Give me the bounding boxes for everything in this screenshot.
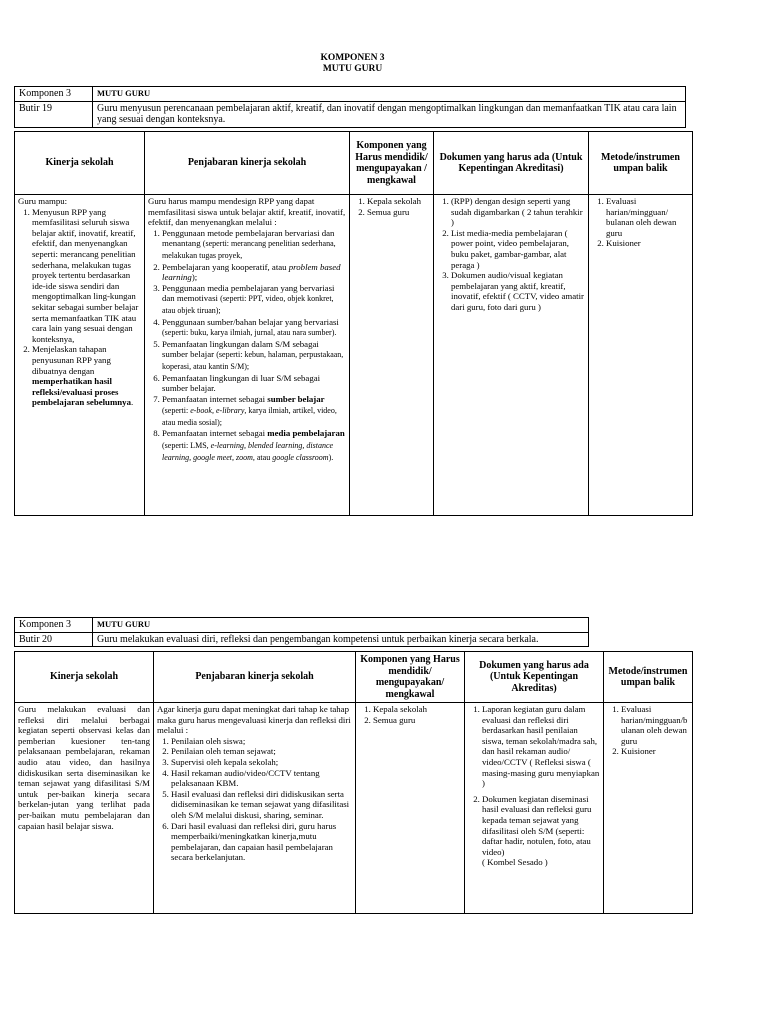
table-header-row	[15, 652, 693, 703]
butir-19-main-table	[14, 131, 693, 516]
title-line-2: MUTU GURU	[322, 64, 383, 74]
dokumen-item: 1. (RPP) dengan design seperti yang sudah digambarkan ( 2 tahun terahkir )	[451, 196, 585, 228]
komponen-item: 1. Kepala sekolah	[367, 196, 430, 207]
komponen-item: 1. Kepala sekolah	[373, 704, 461, 715]
penjabaran-item: 6. Dari hasil evaluasi dan refleksi diri, guru harus memperbaiki/meningkatkan kinerja,mutu pembelajaran, dan capaian hasil pembelajaran secara berkelanjutan.	[171, 821, 352, 863]
col-penjabaran: Penjabaran kinerja sekolah	[145, 132, 350, 195]
butir-description: Guru melakukan evaluasi diri, refleksi dan pengembangan kompetensi untuk perbaikan kinerja secara berkala.	[93, 632, 589, 647]
penjabaran-item: 5. Pemanfaatan lingkungan dalam S/M sebagai sumber belajar (seperti: kebun, halaman, perpustakaan, koperasi, atau kantin S/M);	[162, 339, 346, 373]
komponen-value: MUTU GURU	[93, 87, 686, 102]
komponen-label: Komponen 3	[15, 618, 93, 633]
metode-item: 2. Kuisioner	[606, 238, 689, 249]
butir-label: Butir 19	[15, 101, 93, 127]
table-row	[15, 703, 693, 914]
penjabaran-intro: Agar kinerja guru dapat meningkat dari tahap ke tahap maka guru harus mengevaluasi kinerja dan refleksi diri melalui :	[157, 704, 351, 736]
penjabaran-item: 4. Hasil rekaman audio/video/CCTV tentang pelaksanaan KBM.	[171, 768, 352, 789]
dokumen-item: 2. Dokumen kegiatan diseminasi hasil evaluasi dan refleksi guru kepada teman sejawat yang difasilitasi oleh S/M (seperti: daftar hadir, notulen, foto, atau video)	[482, 794, 600, 858]
metode-cell	[589, 195, 693, 516]
kinerja-intro: Guru mampu:	[18, 196, 68, 206]
dokumen-item: 2. List media-media pembelajaran ( power point, video pembelajaran, buku paket, gambar-gambar, alat peraga )	[451, 228, 585, 270]
komponen-value: MUTU GURU	[93, 618, 589, 633]
metode-item: 1. Evaluasi harian/mingguan/ bulanan oleh dewan guru	[606, 196, 689, 238]
kinerja-text: Guru melakukan evaluasi dan refleksi diri melalui berbagai kegiatan seperti observasi kelas dan pemberian kuesioner ten-tang pelaksanaan pembelajaran, rekaman audio atau video, dan hasilnya didiskusikan serta diseminasikan ke teman sejawat yang difasilitasi S/M untuk per-baikan kinerja secara berkelan-jutan yang terlihat pada per-baikan mutu pembelajaran dan capaian hasil belajar siswa.	[18, 704, 150, 831]
penjabaran-item: 7. Pemanfaatan internet sebagai sumber belajar (seperti: e-book, e-library, karya ilmiah, artikel, video, atau media sosial);	[162, 394, 346, 429]
penjabaran-item: 2. Penilaian oleh teman sejawat;	[171, 746, 352, 757]
table-header-row	[15, 132, 693, 195]
col-komponen: Komponen yang Harus mendidik/ mengupayakan / mengkawal	[350, 132, 434, 195]
dokumen-item: 1. Laporan kegiatan guru dalam evaluasi dan refleksi diri berdasarkan hasil penilaian siswa, teman sekolah/madra sah, dan hasil rekaman audio/ video/CCTV ( Refleksi siswa ( masing-masing guru menyiapkan )	[482, 704, 600, 789]
komponen-item: 2. Semua guru	[367, 207, 430, 218]
col-metode: Metode/instrumen umpan balik	[604, 652, 693, 703]
komponen-label: Komponen 3	[15, 87, 93, 102]
penjabaran-item: 3. Penggunaan media pembelajaran yang bervariasi dan memotivasi (seperti: PPT, video, objek konkret, atau objek tiruan);	[162, 283, 346, 317]
kinerja-item-1: 1. Menyusun RPP yang memfasilitasi seluruh siswa belajar aktif, inovatif, kreatif, efektif, dan menyenangkan seperti: merancang penelitian sederhana, melakukan tugas proyek tertentu berdasarkan ide-ide siswa sendiri dan mengoptimalkan ling-kungan sekitar sebagai sumber belajar serta memanfaatkan TIK atau cara lain yang sesuai dengan konteksnya,	[32, 207, 141, 345]
butir-label: Butir 20	[15, 632, 93, 647]
metode-item: 2. Kuisioner	[621, 746, 689, 757]
kinerja-cell	[15, 703, 154, 914]
kinerja-cell	[15, 195, 145, 516]
metode-cell	[604, 703, 693, 914]
butir-description: Guru menyusun perencanaan pembelajaran aktif, kreatif, dan inovatif dengan mengoptimalkan lingkungan dan memanfaatkan TIK atau cara lain yang sesuai dengan konteksnya.	[93, 101, 686, 127]
penjabaran-item: 1. Penggunaan metode pembelajaran bervariasi dan menantang (seperti: merancang penelitian sederhana, melakukan tugas proyek,	[162, 228, 346, 262]
penjabaran-intro: Guru harus mampu mendesign RPP yang dapat memfasilitasi siswa untuk belajar aktif, kreatif, inovatif, efektif, dan menyenangkan melalui :	[148, 196, 346, 228]
col-metode: Metode/instrumen umpan balik	[589, 132, 693, 195]
komponen-cell	[350, 195, 434, 516]
penjabaran-item: 5. Hasil evaluasi dan refleksi diri didiskusikan serta didiseminasikan ke teman sejawat yang difasilitasi oleh S/M melalui diskusi, sharing, seminar.	[171, 789, 352, 821]
penjabaran-item: 6. Pemanfaatan lingkungan di luar S/M sebagai sumber belajar.	[162, 373, 346, 394]
penjabaran-item: 1. Penilaian oleh siswa;	[171, 736, 352, 747]
table-row	[15, 195, 693, 516]
col-komponen: Komponen yang Harus mendidik/ mengupayakan/ mengkawal	[356, 652, 465, 703]
butir-20-header-table	[14, 617, 589, 647]
title-line-1: KOMPONEN 3	[320, 53, 385, 63]
butir-20-main-table	[14, 651, 693, 914]
col-penjabaran: Penjabaran kinerja sekolah	[154, 652, 356, 703]
penjabaran-cell	[154, 703, 356, 914]
penjabaran-item: 4. Penggunaan sumber/bahan belajar yang bervariasi (seperti: buku, karya ilmiah, jurnal, atau nara sumber).	[162, 317, 346, 339]
kinerja-item-2: 2. Menjelaskan tahapan penyusunan RPP yang dibuatnya dengan memperhatikan hasil refleksi/evaluasi proses pembelajaran sebelumnya.	[32, 344, 141, 408]
dokumen-item: 3. Dokumen audio/visual kegiatan pembelajaran yang aktif, kreatif, inovatif, efektif ( CCTV, video amatir dari guru, foto dari guru )	[451, 270, 585, 312]
col-dokumen: Dokumen yang harus ada (Untuk Kepentingan Akreditas)	[465, 652, 604, 703]
penjabaran-item: 8. Pemanfaatan internet sebagai media pembelajaran (seperti: LMS, e-learning, blended learning, distance learning, google meet, zoom, atau google classroom).	[162, 428, 346, 463]
dokumen-cell	[434, 195, 589, 516]
document-title	[0, 53, 705, 75]
penjabaran-item: 3. Supervisi oleh kepala sekolah;	[171, 757, 352, 768]
dokumen-extra: ( Kombel Sesado )	[482, 857, 548, 868]
col-dokumen: Dokumen yang harus ada (Untuk Kepentingan Akreditasi)	[434, 132, 589, 195]
komponen-item: 2. Semua guru	[373, 715, 461, 726]
metode-item: 1. Evaluasi harian/mingguan/b ulanan oleh dewan guru	[621, 704, 689, 746]
dokumen-cell	[465, 703, 604, 914]
butir-19-header-table	[14, 86, 686, 128]
komponen-cell	[356, 703, 465, 914]
penjabaran-cell	[145, 195, 350, 516]
col-kinerja: Kinerja sekolah	[15, 132, 145, 195]
col-kinerja: Kinerja sekolah	[15, 652, 154, 703]
penjabaran-item: 2. Pembelajaran yang kooperatif, atau problem based learning);	[162, 262, 346, 283]
